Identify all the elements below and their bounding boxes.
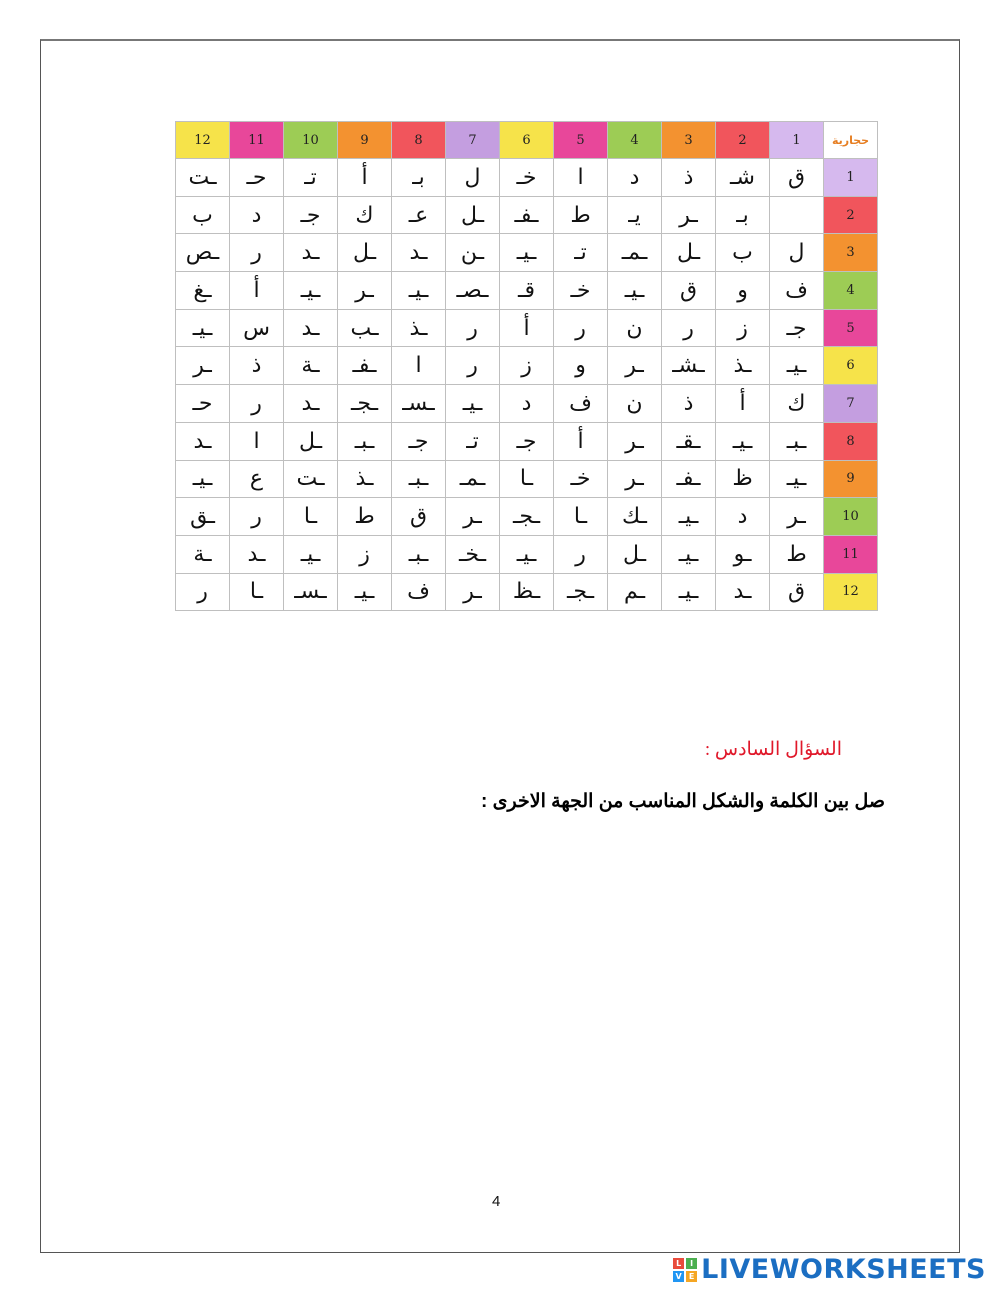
letter-cell[interactable]: ق xyxy=(770,159,824,197)
letter-cell[interactable]: ـجـ xyxy=(554,573,608,611)
letter-cell[interactable]: ـا xyxy=(230,573,284,611)
letter-cell[interactable]: ا xyxy=(554,159,608,197)
letter-cell[interactable]: تـ xyxy=(284,159,338,197)
letter-cell[interactable]: ذ xyxy=(230,347,284,385)
letter-cell[interactable]: ق xyxy=(392,498,446,536)
letter-cell[interactable]: ـبـ xyxy=(338,422,392,460)
letter-cell[interactable]: ك xyxy=(770,385,824,423)
letter-cell[interactable]: ز xyxy=(716,309,770,347)
column-number: 3 xyxy=(662,122,716,159)
letter-cell[interactable]: خـ xyxy=(554,272,608,310)
letter-cell[interactable]: ل xyxy=(446,159,500,197)
letter-cell[interactable]: ـص xyxy=(176,234,230,272)
column-number: 8 xyxy=(392,122,446,159)
letter-cell[interactable]: ـل xyxy=(338,234,392,272)
letter-cell[interactable]: ـر xyxy=(176,347,230,385)
letter-cell[interactable]: ـد xyxy=(284,309,338,347)
letter-cell[interactable]: ف xyxy=(770,272,824,310)
letter-cell[interactable]: ـجـ xyxy=(500,498,554,536)
letter-cell[interactable]: ذ xyxy=(662,385,716,423)
letter-cell[interactable]: ـيـ xyxy=(284,272,338,310)
letter-cell[interactable]: ـك xyxy=(608,498,662,536)
grid-row xyxy=(176,159,878,197)
letter-cell[interactable]: جـ xyxy=(392,422,446,460)
letter-cell[interactable]: أ xyxy=(338,159,392,197)
page-number: 4 xyxy=(492,1193,501,1210)
question-six-instruction: صل بين الكلمة والشكل المناسب من الجهة الاخرى : xyxy=(481,791,885,812)
grid-row xyxy=(176,573,878,611)
column-number: 6 xyxy=(500,122,554,159)
column-number: 2 xyxy=(716,122,770,159)
letter-cell[interactable]: ـا xyxy=(284,498,338,536)
letter-cell[interactable]: ـبـ xyxy=(392,535,446,573)
letter-cell[interactable]: عـ xyxy=(392,196,446,234)
row-number: 6 xyxy=(824,347,878,385)
letter-cell[interactable]: ـت xyxy=(284,460,338,498)
letter-cell[interactable]: ع xyxy=(230,460,284,498)
letter-cell[interactable]: ـسـ xyxy=(284,573,338,611)
letter-cell[interactable]: ـن xyxy=(446,234,500,272)
letter-cell[interactable]: تـ xyxy=(554,234,608,272)
letter-cell[interactable]: خـ xyxy=(554,460,608,498)
row-number: 2 xyxy=(824,196,878,234)
letter-cell[interactable]: ـشـ xyxy=(662,347,716,385)
brand-icon-letter: E xyxy=(686,1271,697,1282)
grid-row xyxy=(176,460,878,498)
letter-cell[interactable]: ـيـ xyxy=(392,272,446,310)
letter-cell[interactable]: ـيـ xyxy=(770,460,824,498)
column-number: 5 xyxy=(554,122,608,159)
brand-name: LIVEWORKSHEETS xyxy=(701,1254,986,1285)
letter-cell[interactable]: أ xyxy=(500,309,554,347)
letter-cell[interactable]: جـ xyxy=(500,422,554,460)
grid-row xyxy=(176,498,878,536)
letter-cell[interactable]: قـ xyxy=(500,272,554,310)
grid-row xyxy=(176,422,878,460)
row-number: 12 xyxy=(824,573,878,611)
letter-cell[interactable]: ر xyxy=(176,573,230,611)
grid-row xyxy=(176,535,878,573)
column-number: 1 xyxy=(770,122,824,159)
liveworksheets-icon xyxy=(673,1258,697,1282)
letter-cell[interactable]: ط xyxy=(554,196,608,234)
brand-icon-letter: I xyxy=(686,1258,697,1269)
grid-row xyxy=(176,309,878,347)
row-number: 11 xyxy=(824,535,878,573)
letter-cell[interactable]: ـل xyxy=(284,422,338,460)
letter-cell[interactable]: جـ xyxy=(770,309,824,347)
letter-cell[interactable]: ا xyxy=(230,422,284,460)
letter-cell[interactable]: ـد xyxy=(716,573,770,611)
letter-cell[interactable]: ـمـ xyxy=(446,460,500,498)
letter-cell[interactable]: ذ xyxy=(662,159,716,197)
letter-cell[interactable]: ـظ xyxy=(500,573,554,611)
letter-cell[interactable]: ـخـ xyxy=(446,535,500,573)
row-number: 10 xyxy=(824,498,878,536)
grid-row xyxy=(176,385,878,423)
letter-cell[interactable]: خـ xyxy=(500,159,554,197)
letter-cell[interactable]: حـ xyxy=(230,159,284,197)
row-number: 8 xyxy=(824,422,878,460)
letter-cell[interactable]: ل xyxy=(770,234,824,272)
row-number: 1 xyxy=(824,159,878,197)
letter-cell[interactable]: ـا xyxy=(554,498,608,536)
liveworksheets-logo[interactable] xyxy=(673,1254,986,1285)
row-number: 9 xyxy=(824,460,878,498)
letter-cell[interactable]: ـصـ xyxy=(446,272,500,310)
letter-cell[interactable]: و xyxy=(554,347,608,385)
letter-cell[interactable]: ـبـ xyxy=(392,460,446,498)
letter-cell[interactable] xyxy=(770,196,824,234)
letter-cell[interactable]: ـفـ xyxy=(500,196,554,234)
letter-cell[interactable]: ـيـ xyxy=(176,460,230,498)
letter-cell[interactable]: ر xyxy=(554,535,608,573)
letter-cell[interactable]: ـر xyxy=(608,422,662,460)
letter-cell[interactable]: ـيـ xyxy=(500,535,554,573)
row-number: 3 xyxy=(824,234,878,272)
column-number: 10 xyxy=(284,122,338,159)
letter-cell[interactable]: ـسـ xyxy=(392,385,446,423)
letter-cell[interactable]: يـ xyxy=(608,196,662,234)
letter-cell[interactable]: ـيـ xyxy=(770,347,824,385)
letter-cell[interactable]: ط xyxy=(770,535,824,573)
grid-row xyxy=(176,272,878,310)
column-number: 4 xyxy=(608,122,662,159)
letter-cell[interactable]: ر xyxy=(230,385,284,423)
corner-logo-text: ﺣﺠﺎﺭﻳﺔ xyxy=(831,133,870,147)
letter-cell[interactable]: ـد xyxy=(230,535,284,573)
letter-cell[interactable]: ـل xyxy=(662,234,716,272)
letter-cell[interactable]: د xyxy=(230,196,284,234)
letter-cell[interactable]: ـل xyxy=(608,535,662,573)
letter-cell[interactable]: د xyxy=(716,498,770,536)
letter-cell[interactable]: ـر xyxy=(770,498,824,536)
letter-cell[interactable]: ـم xyxy=(608,573,662,611)
column-number: 12 xyxy=(176,122,230,159)
grid-row xyxy=(176,347,878,385)
letter-cell[interactable]: ـر xyxy=(446,498,500,536)
letter-cell[interactable]: ن xyxy=(608,309,662,347)
letter-cell[interactable]: ـت xyxy=(176,159,230,197)
letter-cell[interactable]: ـق xyxy=(176,498,230,536)
grid-row xyxy=(176,196,878,234)
letter-cell[interactable]: ـا xyxy=(500,460,554,498)
letter-cell[interactable]: ـة xyxy=(284,347,338,385)
question-six-title: السؤال السادس : xyxy=(704,739,842,760)
letter-cell[interactable]: ـمـ xyxy=(608,234,662,272)
grid-row xyxy=(176,234,878,272)
letter-cell[interactable]: ـيـ xyxy=(284,535,338,573)
letter-cell[interactable]: ر xyxy=(662,309,716,347)
letter-cell[interactable]: ـيـ xyxy=(176,309,230,347)
row-number: 4 xyxy=(824,272,878,310)
letter-cell[interactable]: بـ xyxy=(392,159,446,197)
letter-cell[interactable]: ـر xyxy=(608,460,662,498)
letter-cell[interactable]: ف xyxy=(392,573,446,611)
letter-cell[interactable]: ز xyxy=(500,347,554,385)
letter-cell[interactable]: ـل xyxy=(446,196,500,234)
letter-cell[interactable]: ب xyxy=(176,196,230,234)
letter-cell[interactable]: أ xyxy=(716,385,770,423)
letter-cell[interactable]: ـيـ xyxy=(446,385,500,423)
letter-cell[interactable]: ن xyxy=(608,385,662,423)
letter-cell[interactable]: ـيـ xyxy=(662,498,716,536)
brand-icon-letter: L xyxy=(673,1258,684,1269)
letter-cell[interactable]: ـر xyxy=(608,347,662,385)
letter-cell[interactable]: ـد xyxy=(284,234,338,272)
letter-cell[interactable]: ـقـ xyxy=(662,422,716,460)
brand-icon-letter: V xyxy=(673,1271,684,1282)
column-number: 9 xyxy=(338,122,392,159)
letter-cell[interactable]: أ xyxy=(230,272,284,310)
letter-cell[interactable]: ـفـ xyxy=(338,347,392,385)
letter-cell[interactable]: ـبـ xyxy=(770,422,824,460)
letter-cell[interactable]: ـيـ xyxy=(716,422,770,460)
letter-cell[interactable]: ر xyxy=(554,309,608,347)
letter-cell[interactable]: ـفـ xyxy=(662,460,716,498)
letter-cell[interactable]: ـة xyxy=(176,535,230,573)
corner-logo xyxy=(824,122,878,159)
letter-cell[interactable]: ـر xyxy=(338,272,392,310)
letter-cell[interactable]: ـجـ xyxy=(338,385,392,423)
letter-cell[interactable]: ف xyxy=(554,385,608,423)
letter-cell[interactable]: د xyxy=(500,385,554,423)
letter-cell[interactable]: و xyxy=(716,272,770,310)
letter-cell[interactable]: ـب xyxy=(338,309,392,347)
letter-cell[interactable]: ك xyxy=(338,196,392,234)
letter-cell[interactable]: تـ xyxy=(446,422,500,460)
letter-cell[interactable]: ق xyxy=(662,272,716,310)
letter-cell[interactable]: د xyxy=(608,159,662,197)
letter-cell[interactable]: ظ xyxy=(716,460,770,498)
letter-cell[interactable]: ز xyxy=(338,535,392,573)
letter-cell[interactable]: ـر xyxy=(446,573,500,611)
letter-cell[interactable]: ـر xyxy=(662,196,716,234)
letter-cell[interactable]: ر xyxy=(230,498,284,536)
letter-cell[interactable]: أ xyxy=(554,422,608,460)
letter-cell[interactable]: ـيـ xyxy=(662,573,716,611)
letter-cell[interactable]: حـ xyxy=(176,385,230,423)
letter-cell[interactable]: ق xyxy=(770,573,824,611)
column-number: 11 xyxy=(230,122,284,159)
letter-cell[interactable]: شـ xyxy=(716,159,770,197)
letter-cell[interactable]: ـذ xyxy=(716,347,770,385)
word-search-grid xyxy=(175,121,878,611)
column-number: 7 xyxy=(446,122,500,159)
letter-cell[interactable]: ـو xyxy=(716,535,770,573)
row-number: 7 xyxy=(824,385,878,423)
letter-cell[interactable]: ـغ xyxy=(176,272,230,310)
letter-cell[interactable]: ـيـ xyxy=(608,272,662,310)
letter-cell[interactable]: ـد xyxy=(284,385,338,423)
letter-cell[interactable]: ب xyxy=(716,234,770,272)
row-number: 5 xyxy=(824,309,878,347)
letter-cell[interactable]: ر xyxy=(230,234,284,272)
letter-cell[interactable]: ط xyxy=(338,498,392,536)
letter-cell[interactable]: ا xyxy=(392,347,446,385)
letter-cell[interactable]: ـذ xyxy=(338,460,392,498)
letter-cell[interactable]: ـيـ xyxy=(662,535,716,573)
letter-cell[interactable]: بـ xyxy=(716,196,770,234)
letter-cell[interactable]: جـ xyxy=(284,196,338,234)
grid-header-row xyxy=(176,122,878,159)
letter-cell[interactable]: ر xyxy=(446,309,500,347)
letter-cell[interactable]: س xyxy=(230,309,284,347)
letter-cell[interactable]: ـيـ xyxy=(500,234,554,272)
letter-cell[interactable]: ـيـ xyxy=(338,573,392,611)
letter-cell[interactable]: ر xyxy=(446,347,500,385)
letter-cell[interactable]: ـد xyxy=(392,234,446,272)
letter-cell[interactable]: ـد xyxy=(176,422,230,460)
letter-cell[interactable]: ـذ xyxy=(392,309,446,347)
